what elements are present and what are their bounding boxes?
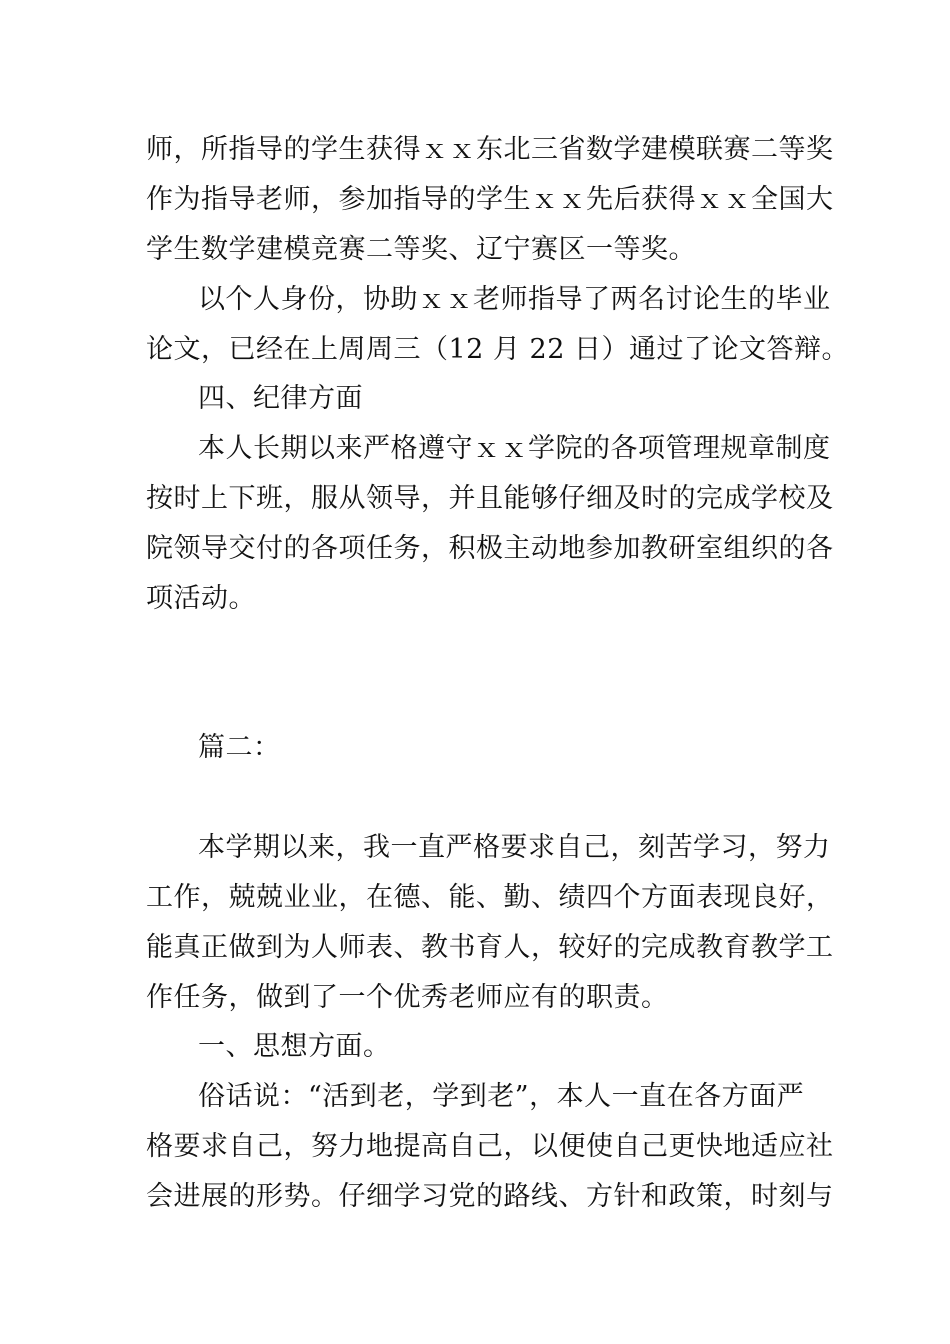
text-line: 院领导交付的各项任务，积极主动地参加教研室组织的各: [146, 533, 834, 564]
part-heading: 篇二：: [198, 732, 281, 763]
text-line: 按时上下班，服从领导，并且能够仔细及时的完成学校及: [146, 483, 834, 514]
text-line: 师，所指导的学生获得ｘｘ东北三省数学建模联赛二等奖: [146, 134, 834, 165]
text-line: 作任务，做到了一个优秀老师应有的职责。: [146, 982, 669, 1013]
text-line: 能真正做到为人师表、教书育人，较好的完成教育教学工: [146, 932, 834, 963]
text-line: 作为指导老师，参加指导的学生ｘｘ先后获得ｘｘ全国大: [146, 184, 834, 215]
text-line: 格要求自己，努力地提高自己，以便使自己更快地适应社: [146, 1131, 834, 1162]
paragraph-start-line: 以个人身份，协助ｘｘ老师指导了两名讨论生的毕业: [198, 284, 831, 315]
paragraph-start-line: 本学期以来，我一直严格要求自己，刻苦学习，努力: [198, 832, 831, 863]
section-heading: 四、纪律方面: [198, 383, 363, 414]
paragraph-start-line: 本人长期以来严格遵守ｘｘ学院的各项管理规章制度: [198, 433, 831, 464]
text-line: 学生数学建模竞赛二等奖、辽宁赛区一等奖。: [146, 234, 696, 265]
paragraph-start-line: 俗话说：“活到老，学到老”，本人一直在各方面严: [198, 1081, 805, 1112]
section-heading: 一、思想方面。: [198, 1031, 391, 1062]
text-line: 会进展的形势。仔细学习党的路线、方针和政策，时刻与: [146, 1181, 834, 1212]
text-line: 工作，兢兢业业，在德、能、勤、绩四个方面表现良好，: [146, 882, 834, 913]
text-line: 项活动。: [146, 583, 256, 614]
text-line: 论文，已经在上周周三（12 月 22 日）通过了论文答辩。: [146, 334, 849, 365]
